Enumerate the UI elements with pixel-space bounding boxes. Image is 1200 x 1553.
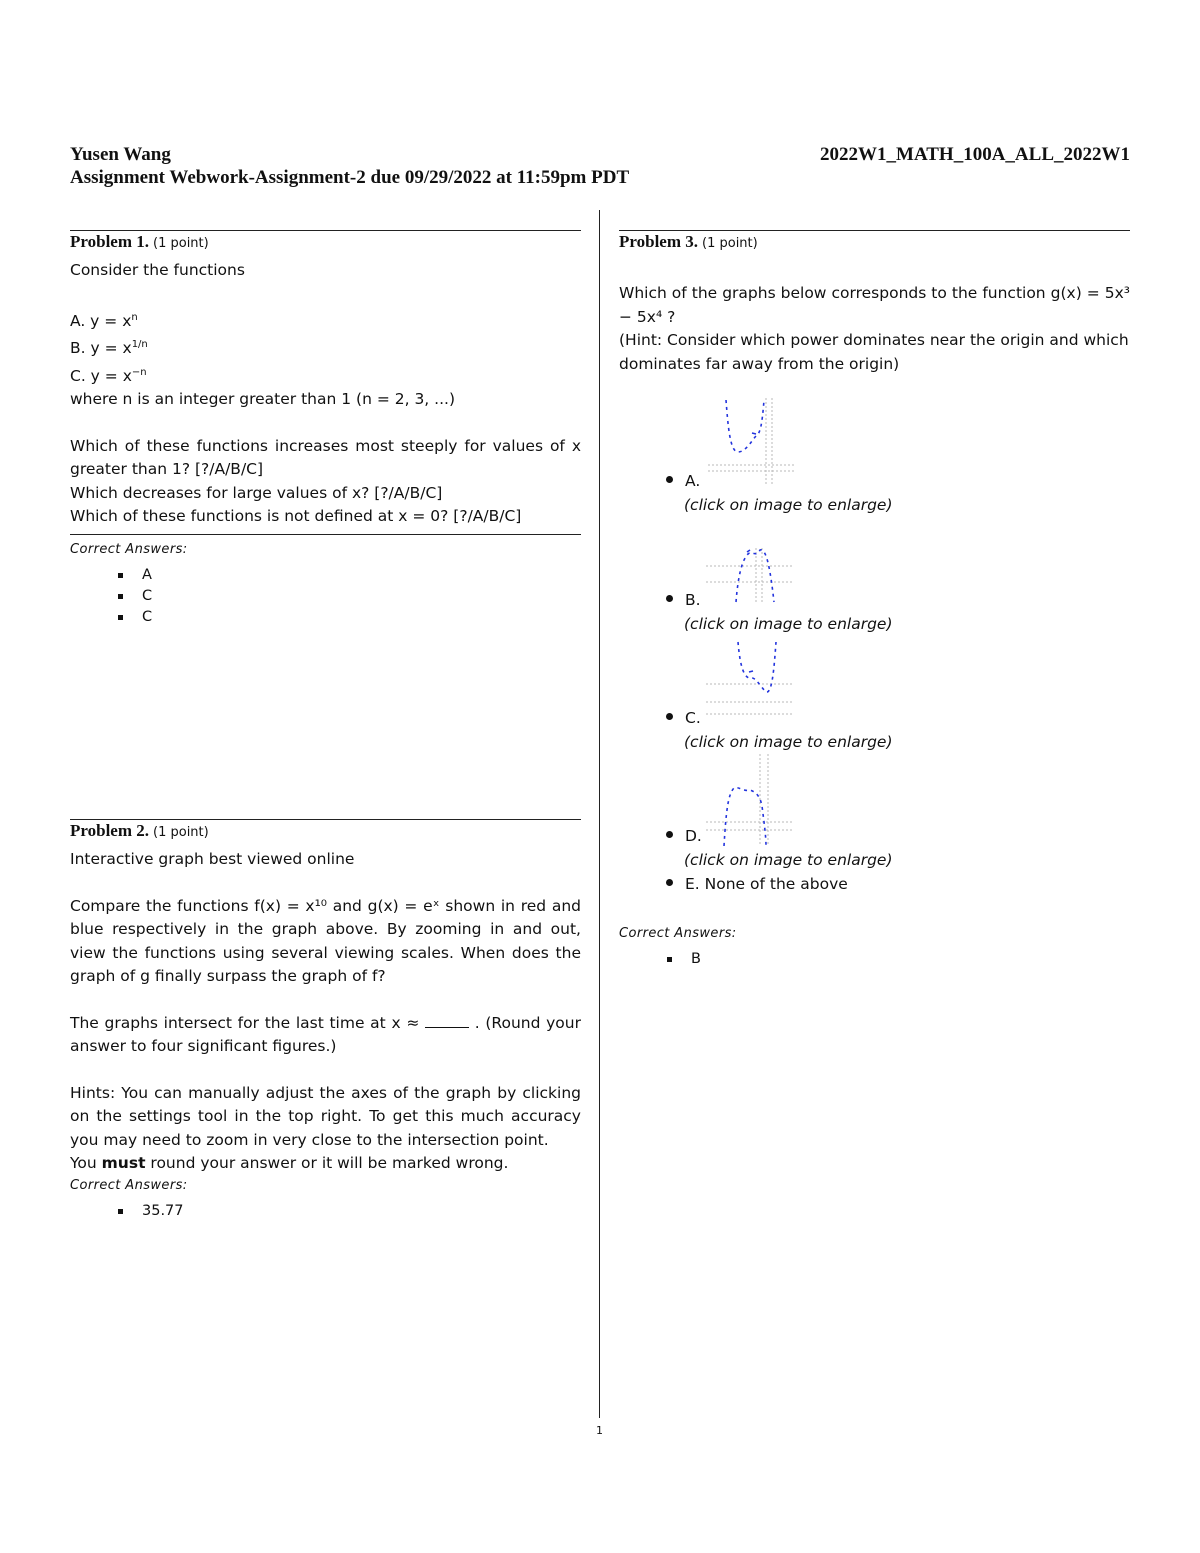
option-b[interactable]: B.	[666, 591, 701, 609]
option-c[interactable]: C.	[666, 709, 701, 727]
problem1-number: Problem 1.	[70, 232, 150, 251]
problem1-answer: A	[118, 565, 152, 586]
problem3-answer: B	[667, 949, 701, 970]
problem1-condition: where n is an integer greater than 1 (n = 2, 3, ...)	[70, 390, 455, 409]
problem1-correct-label: Correct Answers:	[70, 542, 188, 557]
problem2-note: Interactive graph best viewed online	[70, 850, 355, 868]
problem1-intro: Consider the functions	[70, 261, 245, 279]
problem3-answer-list	[667, 949, 701, 970]
problem1-title	[70, 232, 209, 252]
problem1-question2: Which decreases for large values of x? [?/A/B/C]	[70, 483, 443, 502]
problem1-question3: Which of these functions is not defined at x = 0? [?/A/B/C]	[70, 507, 522, 526]
problem2-answer-list	[118, 1201, 184, 1222]
problem3-points: (1 point)	[702, 236, 758, 251]
problem1-points: (1 point)	[153, 236, 209, 251]
problem2-must-note: You must round your answer or it will be marked wrong.	[70, 1154, 509, 1172]
problem2-body	[70, 848, 581, 1176]
problem3-title	[619, 232, 758, 252]
problem1-answer: C	[118, 607, 152, 628]
option-d[interactable]: D.	[666, 827, 702, 845]
graph-option-b[interactable]	[704, 546, 796, 604]
page-number: 1	[596, 1424, 603, 1437]
option-a[interactable]: A.	[666, 472, 700, 490]
problem2-correct-label: Correct Answers:	[70, 1178, 188, 1193]
problem1-question1: Which of these functions increases most steeply for values of x greater than 1? [?/A/B/C]	[70, 436, 581, 479]
assignment-title: Assignment Webwork-Assignment-2 due 09/29/2022 at 11:59pm PDT	[70, 167, 630, 188]
enlarge-hint-d[interactable]: (click on image to enlarge)	[684, 851, 893, 869]
problem3-number: Problem 3.	[619, 232, 699, 251]
problem2-number: Problem 2.	[70, 821, 150, 840]
enlarge-hint-c[interactable]: (click on image to enlarge)	[684, 733, 893, 751]
problem3-correct-label: Correct Answers:	[619, 926, 737, 941]
student-name: Yusen Wang	[70, 144, 171, 165]
problem2-top-rule	[70, 819, 581, 820]
problem2-intersect-question: The graphs intersect for the last time at x ≈ . (Round your answer to four significant figures.)	[70, 1013, 581, 1055]
problem3-top-rule	[619, 230, 1130, 231]
problem1-func-c: C. $y = x^{-n}$	[70, 366, 147, 385]
problem1-bottom-rule	[70, 534, 581, 535]
course-code: 2022W1_MATH_100A_ALL_2022W1	[820, 144, 1130, 165]
problem3-hint: (Hint: Consider which power dominates near the origin and which dominates far away from the origin)	[619, 331, 1129, 373]
problem2-hints: Hints: You can manually adjust the axes of the graph by clicking on the settings tool in the top right. To get this much accuracy you may need to zoom in very close to the intersection point.	[70, 1083, 581, 1149]
problem1-func-a: A. $y = x^n$	[70, 311, 138, 330]
problem2-title	[70, 821, 209, 841]
problem2-answer: 35.77	[118, 1201, 184, 1222]
problem2-compare-text: Compare the functions f(x) = x¹⁰ and g(x) = eˣ shown in red and blue respectively in the graph above. By zooming in and out, view the functions using several viewing scales. When does the graph of g finally surpass the graph of f?	[70, 896, 581, 985]
enlarge-hint-a[interactable]: (click on image to enlarge)	[684, 496, 893, 514]
problem1-func-b: B. $y = x^{1/n}$	[70, 339, 148, 358]
graph-option-a[interactable]	[704, 396, 796, 488]
enlarge-hint-b[interactable]: (click on image to enlarge)	[684, 615, 893, 633]
problem3-question: Which of the graphs below corresponds to the function g(x) = 5x³ − 5x⁴ ?	[619, 284, 1130, 326]
column-divider	[599, 210, 600, 1418]
problem1-answer-list	[118, 565, 152, 628]
problem1-top-rule	[70, 230, 581, 231]
problem3-body	[619, 282, 1130, 376]
problem1-answer: C	[118, 586, 152, 607]
answer-blank[interactable]	[425, 1013, 469, 1028]
option-e[interactable]: E. None of the above	[666, 875, 848, 893]
graph-option-c[interactable]	[704, 640, 796, 720]
problem1-body	[70, 259, 581, 529]
graph-option-d[interactable]	[704, 752, 796, 848]
problem2-points: (1 point)	[153, 825, 209, 840]
